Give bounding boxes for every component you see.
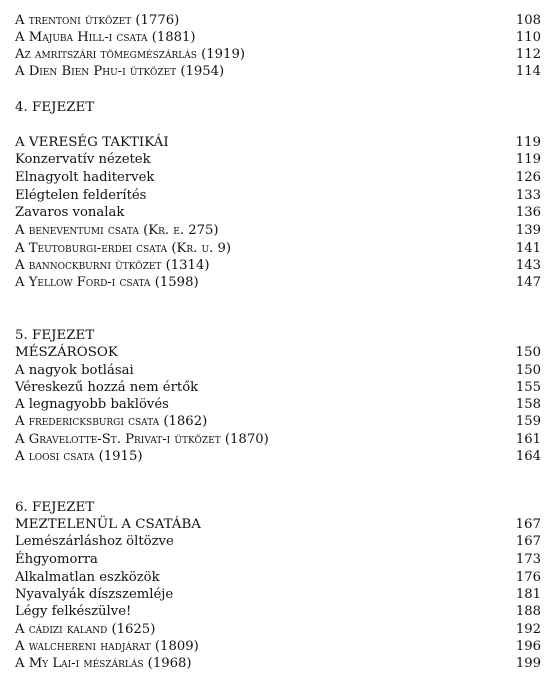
entry-title: Éhgyomorra bbox=[15, 552, 98, 567]
entry-title: Az amritszári tömegmészárlás (1919) bbox=[15, 47, 245, 62]
toc-entry[interactable] bbox=[15, 240, 541, 257]
entry-page: 126 bbox=[515, 170, 541, 185]
entry-page: 155 bbox=[515, 380, 541, 395]
entry-page: 119 bbox=[515, 152, 541, 167]
entry-page: 110 bbox=[515, 30, 541, 45]
toc-entry[interactable] bbox=[15, 257, 541, 274]
entry-title: A Teutoburgi-erdei csata (Kr. u. 9) bbox=[15, 241, 232, 256]
toc-entry[interactable] bbox=[15, 274, 541, 291]
entry-title: Elégtelen felderítés bbox=[15, 188, 147, 203]
entry-page: 173 bbox=[515, 552, 541, 567]
chapter-label bbox=[15, 327, 541, 344]
toc-entry[interactable] bbox=[15, 204, 541, 221]
entry-page: 167 bbox=[515, 534, 541, 549]
chapter-title: A VERESÉG TAKTIKÁI bbox=[15, 135, 169, 150]
toc-entry[interactable] bbox=[15, 431, 541, 448]
entry-page: 136 bbox=[515, 205, 541, 220]
toc-entry[interactable] bbox=[15, 169, 541, 186]
entry-title: A walchereni hadjárat (1809) bbox=[15, 639, 199, 654]
entry-page: 133 bbox=[515, 188, 541, 203]
toc-entry[interactable] bbox=[15, 12, 541, 29]
chapter-title-row[interactable] bbox=[15, 134, 541, 151]
entry-page: 158 bbox=[515, 397, 541, 412]
entry-title: Elnagyolt haditervek bbox=[15, 170, 155, 185]
entry-title: A My Lai-i mészárlás (1968) bbox=[15, 656, 192, 671]
chapter-label-text: 5. FEJEZET bbox=[15, 328, 95, 343]
entry-page: 164 bbox=[515, 449, 541, 464]
entry-page: 143 bbox=[515, 258, 541, 273]
toc-entry[interactable] bbox=[15, 362, 541, 379]
entry-page: 150 bbox=[515, 345, 541, 360]
toc-entry[interactable] bbox=[15, 396, 541, 413]
toc-entry[interactable] bbox=[15, 603, 541, 620]
toc-entry[interactable] bbox=[15, 379, 541, 396]
entry-title: A Yellow Ford-i csata (1598) bbox=[15, 275, 199, 290]
entry-page: 196 bbox=[515, 639, 541, 654]
chapter-title: MEZTELENÜL A CSATÁBA bbox=[15, 517, 201, 532]
toc-entry[interactable] bbox=[15, 222, 541, 239]
entry-title: A bannockburni ütközet (1314) bbox=[15, 258, 210, 273]
toc-entry[interactable] bbox=[15, 586, 541, 603]
entry-page: 139 bbox=[515, 223, 541, 238]
entry-title: A nagyok botlásai bbox=[15, 363, 134, 378]
entry-page: 108 bbox=[515, 13, 541, 28]
entry-page: 147 bbox=[515, 275, 541, 290]
entry-title: A fredericksburgi csata (1862) bbox=[15, 414, 208, 429]
entry-page: 199 bbox=[515, 656, 541, 671]
entry-page: 114 bbox=[515, 64, 541, 79]
entry-page: 112 bbox=[515, 47, 541, 62]
entry-title: A beneventumi csata (Kr. e. 275) bbox=[15, 223, 219, 238]
chapter-label-text: 6. FEJEZET bbox=[15, 500, 95, 515]
chapter-label-text: 4. FEJEZET bbox=[15, 100, 95, 115]
entry-page: 176 bbox=[515, 570, 541, 585]
chapter-label bbox=[15, 99, 541, 116]
toc-entry[interactable] bbox=[15, 569, 541, 586]
toc-entry[interactable] bbox=[15, 621, 541, 638]
entry-title: A Gravelotte-St. Privat-i ütközet (1870) bbox=[15, 432, 269, 447]
entry-title: Alkalmatlan eszközök bbox=[15, 570, 160, 585]
entry-page: 161 bbox=[515, 432, 541, 447]
toc-entry[interactable] bbox=[15, 448, 541, 465]
entry-page: 159 bbox=[515, 414, 541, 429]
toc-entry[interactable] bbox=[15, 638, 541, 655]
entry-page: 141 bbox=[515, 241, 541, 256]
entry-page: 119 bbox=[515, 135, 541, 150]
entry-title: A legnagyobb baklövés bbox=[15, 397, 169, 412]
toc-entry[interactable] bbox=[15, 63, 541, 80]
toc-entry[interactable] bbox=[15, 151, 541, 168]
entry-title: Véreskezű hozzá nem értők bbox=[15, 380, 199, 395]
toc-entry[interactable] bbox=[15, 187, 541, 204]
entry-title: Lemészárláshoz öltözve bbox=[15, 534, 174, 549]
chapter-label bbox=[15, 499, 541, 516]
entry-page: 167 bbox=[515, 517, 541, 532]
entry-title: Légy felkészülve! bbox=[15, 604, 132, 619]
toc-entry[interactable] bbox=[15, 551, 541, 568]
entry-title: Nyavalyák díszszemléje bbox=[15, 587, 174, 602]
entry-page: 181 bbox=[515, 587, 541, 602]
entry-page: 192 bbox=[515, 622, 541, 637]
toc-entry[interactable] bbox=[15, 46, 541, 63]
entry-title: Zavaros vonalak bbox=[15, 205, 125, 220]
entry-title: A cádizi kaland (1625) bbox=[15, 622, 156, 637]
entry-title: A Dien Bien Phu-i ütközet (1954) bbox=[15, 64, 225, 79]
toc-entry[interactable] bbox=[15, 413, 541, 430]
chapter-title-row[interactable] bbox=[15, 516, 541, 533]
entry-title: A trentoni ütközet (1776) bbox=[15, 13, 180, 28]
entry-title: A loosi csata (1915) bbox=[15, 449, 143, 464]
entry-page: 188 bbox=[515, 604, 541, 619]
chapter-title: MÉSZÁROSOK bbox=[15, 345, 118, 360]
chapter-title-row[interactable] bbox=[15, 344, 541, 361]
entry-title: Konzervatív nézetek bbox=[15, 152, 151, 167]
entry-title: A Majuba Hill-i csata (1881) bbox=[15, 30, 196, 45]
toc-entry[interactable] bbox=[15, 533, 541, 550]
toc-entry[interactable] bbox=[15, 29, 541, 46]
toc-entry[interactable] bbox=[15, 655, 541, 672]
entry-page: 150 bbox=[515, 363, 541, 378]
